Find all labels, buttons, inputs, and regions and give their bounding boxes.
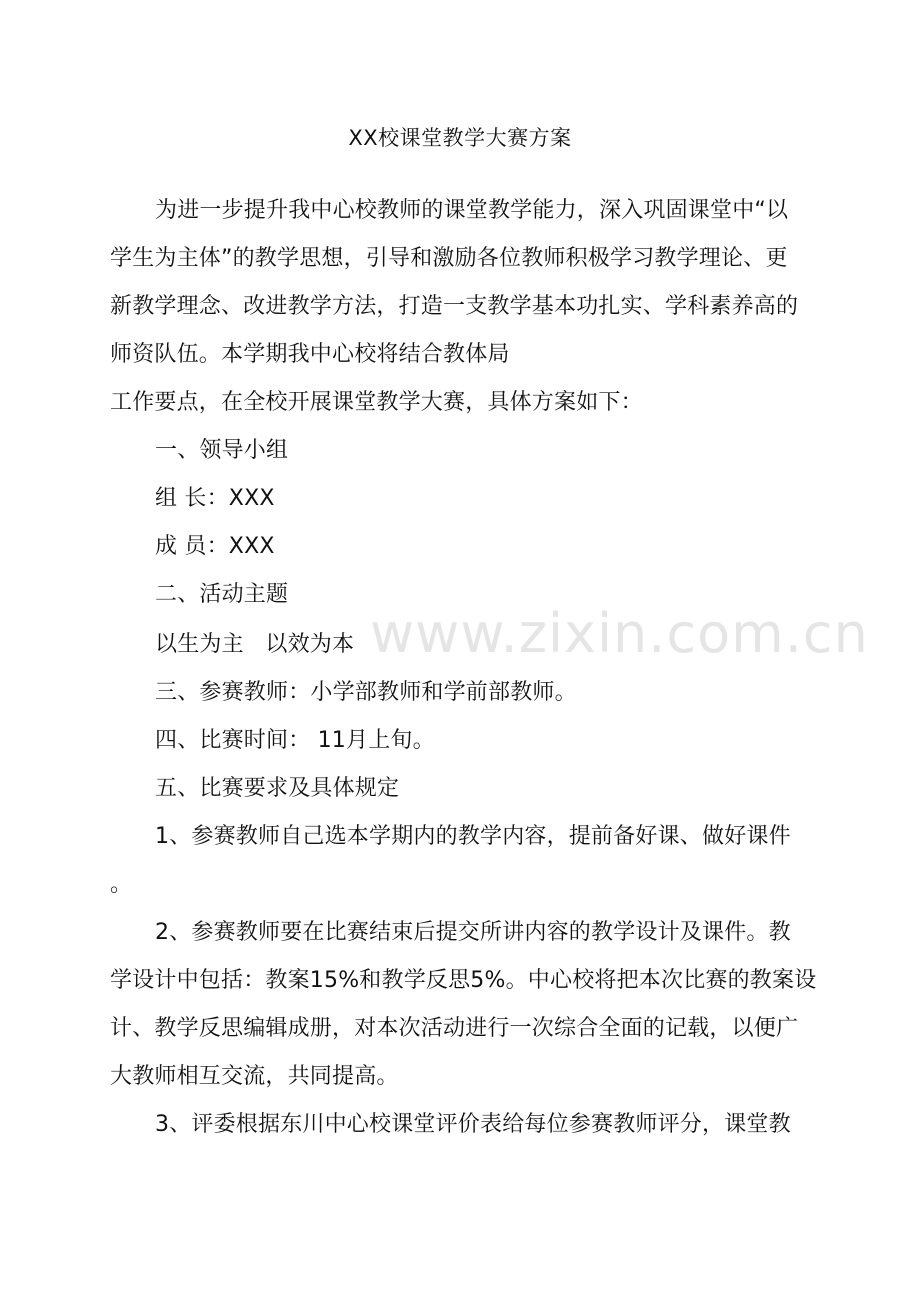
section-heading-theme: 二、活动主题 xyxy=(155,582,289,607)
requirement-2-line: 2、参赛教师要在比赛结束后提交所讲内容的教学设计及课件。教 xyxy=(155,920,791,945)
section-heading-participants: 三、参赛教师：小学部教师和学前部教师。 xyxy=(155,680,577,705)
requirement-2-line: 大教师相互交流，共同提高。 xyxy=(110,1064,399,1089)
requirement-3-line: 3、评委根据东川中心校课堂评价表给每位参赛教师评分，课堂教 xyxy=(155,1112,791,1137)
requirement-2-line: 计、教学反思编辑成册，对本次活动进行一次综合全面的记载，以便广 xyxy=(110,1016,799,1041)
section-heading-requirements: 五、比赛要求及具体规定 xyxy=(155,776,400,801)
paragraph-line: 师资队伍。本学期我中心校将结合教体局 xyxy=(110,342,510,367)
requirement-1-line: 。 xyxy=(110,872,133,897)
leader-line: 组 长：XXX xyxy=(155,486,275,511)
theme-line: 以生为主 以效为本 xyxy=(155,632,355,657)
paragraph-line: 新教学理念、改进教学方法，打造一支教学基本功扎实、学科素养高的 xyxy=(110,294,799,319)
member-line: 成 员：XXX xyxy=(155,534,275,559)
paragraph-line: 学生为主体”的教学思想，引导和激励各位教师积极学习教学理论、更 xyxy=(110,246,788,271)
requirement-2-line: 学设计中包括：教案15%和教学反思5%。中心校将把本次比赛的教案设 xyxy=(110,968,817,993)
paragraph-line: 为进一步提升我中心校教师的课堂教学能力，深入巩固课堂中“以 xyxy=(155,198,789,223)
section-heading-leadership: 一、领导小组 xyxy=(155,438,289,463)
requirement-1-line: 1、参赛教师自己选本学期内的教学内容，提前备好课、做好课件 xyxy=(155,824,791,849)
paragraph-line: 工作要点，在全校开展课堂教学大赛，具体方案如下： xyxy=(110,390,643,415)
section-heading-time: 四、比赛时间： 11月上旬。 xyxy=(155,728,435,753)
document-title: XX校课堂教学大赛方案 xyxy=(348,126,572,150)
watermark-text: www.zixin.com.cn xyxy=(370,602,869,665)
